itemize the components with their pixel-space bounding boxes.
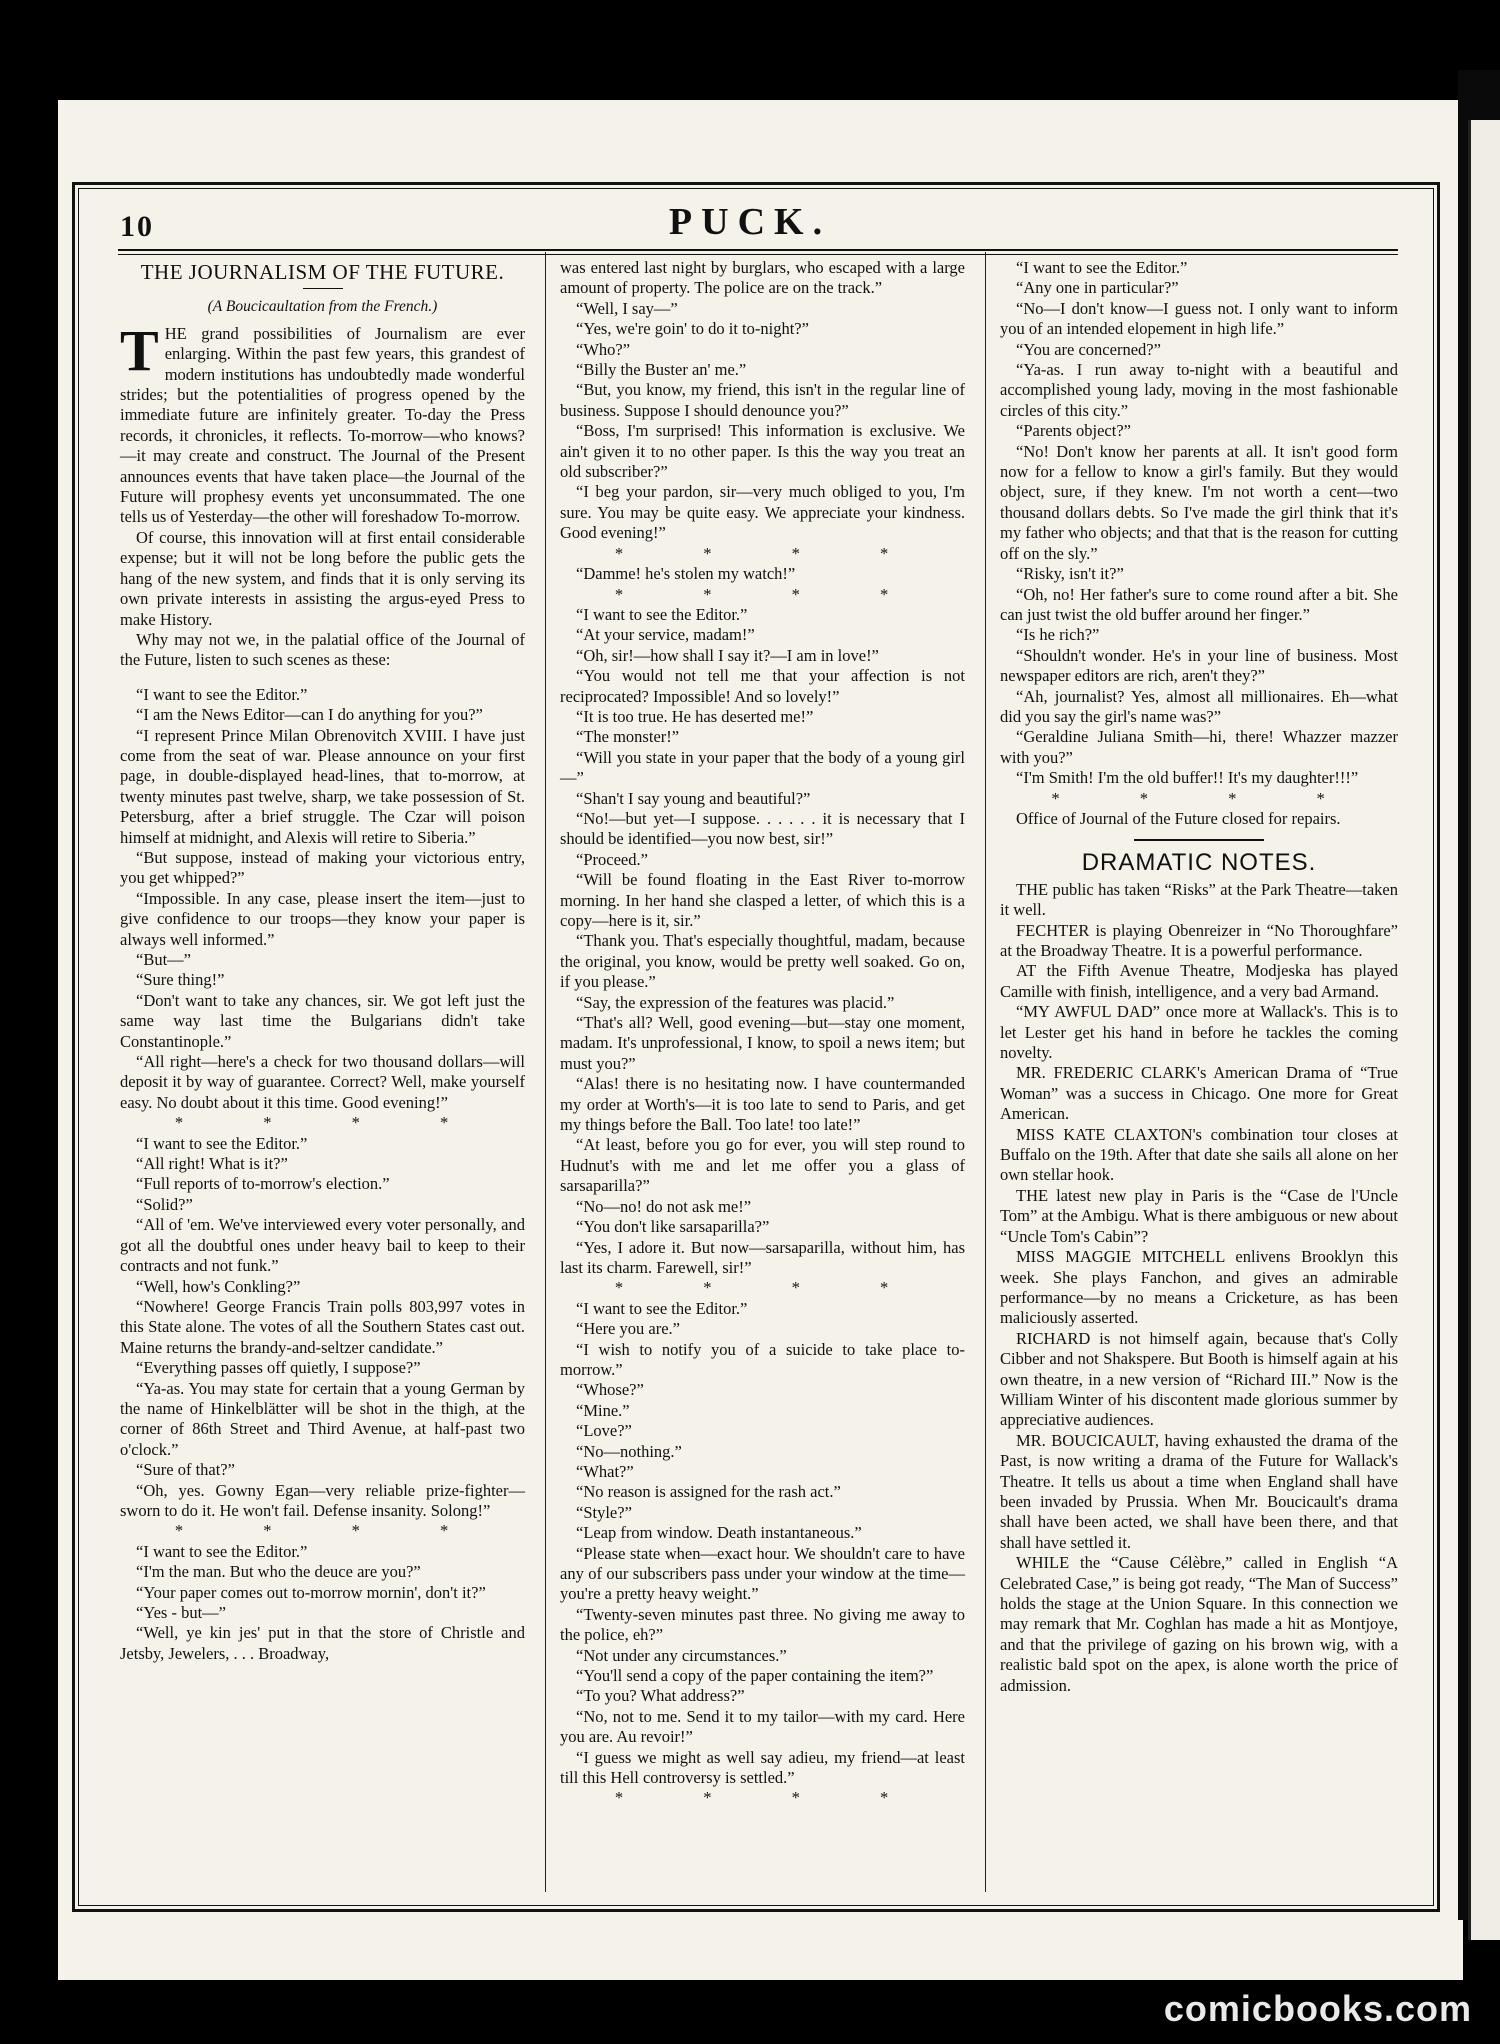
paragraph: “Everything passes off quietly, I suppose?” <box>136 1358 421 1378</box>
note-item: RICHARD is not himself again, because that's Colly Cibber and not Shakspere. But Booth is himself again at his own theatre, in a new version of “Richard III.” Now is the William Winter of his discontent made glorious summer by appreciative audiences. <box>1000 1328 1398 1430</box>
paragraph: “Will be found floating in the East River to-morrow morning. In her hand she clasped a letter, of which this is a copy—here is it, sir.” <box>560 870 965 930</box>
paragraph: “Don't want to take any chances, sir. We got left just the same way last time the Bulgarians didn't take Constantinople.” <box>120 990 525 1051</box>
paragraph: “No—nothing.” <box>576 1441 682 1461</box>
paragraph: “I represent Prince Milan Obrenovitch XVIII. I have just come from the seat of war. Please announce on your first page, in double-displayed head-lines, that to-morrow, at twenty minutes past twelve, sharp, we take possession of St. Petersburg, after a brief struggle. The Czar will poison himself at midnight, and Alexis will retire to Siberia.” <box>120 725 525 847</box>
paragraph: “I am the News Editor—can I do anything for you?” <box>136 705 483 725</box>
paragraph: “You would not tell me that your affection is not reciprocated? Impossible! And so lovely!” <box>560 666 965 706</box>
paragraph: “I want to see the Editor.” <box>576 1298 748 1318</box>
paragraph: THE grand possibilities of Journalism are ever enlarging. Within the past few years, this grandest of modern institutions has undoubtedly made wonderful strides; but the potentialities of progress opened by the immediate future are infinitely greater. To-day the Press records, it chronicles, it reflects. To-morrow—who knows?—it may create and construct. The Journal of the Present announces events that have taken place—the Journal of the Future will prophesy events yet unconsummated. The one tells us of Yesterday—the other will foreshadow To-morrow. <box>120 317 525 527</box>
paragraph: Of course, this innovation will at first entail considerable expense; but it will not be long before the public gets the hang of the new system, and finds that it is only serving its own private interests in assisting the argus-eyed Press to make History. <box>120 527 525 629</box>
paragraph: “Mine.” <box>576 1400 630 1420</box>
paragraph: “But suppose, instead of making your victorious entry, you get whipped?” <box>120 847 525 888</box>
section-break: * * * * <box>614 584 927 604</box>
page-number: 10 <box>120 210 154 243</box>
paragraph: “All of 'em. We've interviewed every voter personally, and got all the doubtful ones under heavy bail to keep to their contracts and not funk.” <box>120 1215 525 1276</box>
paragraph: “I'm the man. But who the deuce are you?” <box>136 1562 421 1582</box>
paragraph: “No—no! do not ask me!” <box>576 1196 752 1216</box>
paragraph: “Well, how's Conkling?” <box>136 1276 301 1296</box>
paragraph: “I want to see the Editor.” <box>136 684 308 704</box>
paragraph: “Boss, I'm surprised! This information is exclusive. We ain't given it to no other paper. Is this the way you treat an old subscriber?” <box>560 421 965 482</box>
paragraph: “I want to see the Editor.” <box>1016 258 1188 277</box>
column-rule <box>545 252 546 1892</box>
paragraph: was entered last night by burglars, who escaped with a large amount of property. The police are on the track.” <box>560 258 965 298</box>
note-item: MISS KATE CLAXTON's combination tour closes at Buffalo on the 19th. After that date she sails all alone on her own stellar hook. <box>1000 1124 1398 1185</box>
paragraph: “What?” <box>576 1461 634 1481</box>
section-break: * * * * <box>614 1788 927 1808</box>
paragraph: “Oh, sir!—how shall I say it?—I am in love!” <box>576 645 879 665</box>
paragraph: “All right! What is it?” <box>136 1154 288 1174</box>
note-item: THE public has taken “Risks” at the Park Theatre—taken it well. <box>1000 879 1398 920</box>
paragraph: “Nowhere! George Francis Train polls 803,997 votes in this State alone. The votes of all the Southern States cast out. Maine returns the brandy-and-seltzer candidate.” <box>120 1296 525 1357</box>
paragraph: “No!—but yet—I suppose. . . . . . it is necessary that I should be identified—you now best, sir!” <box>560 808 965 849</box>
paragraph: “No, not to me. Send it to my tailor—with my card. Here you are. Au revoir!” <box>560 1706 965 1747</box>
section-break: * * * * <box>1051 788 1363 808</box>
paragraph: “Proceed.” <box>576 849 648 869</box>
paragraph: “Impossible. In any case, please insert the item—just to give confidence to our troops—they know your paper is always well informed.” <box>120 888 525 949</box>
paragraph: “Risky, isn't it?” <box>1016 564 1124 584</box>
paragraph: “It is too true. He has deserted me!” <box>576 706 814 726</box>
paragraph: “I beg your pardon, sir—very much obliged to you, I'm sure. You may be quite easy. We appreciate your kindness. Good evening!” <box>560 482 965 543</box>
paragraph: “Damme! he's stolen my watch!” <box>576 564 796 584</box>
paragraph: “Full reports of to-morrow's election.” <box>136 1174 390 1194</box>
paragraph: “All right—here's a check for two thousand dollars—will deposit it by way of guarantee. Correct? Well, make yourself easy. No doubt about it this time. Good evening!” <box>120 1052 525 1112</box>
paragraph: “I wish to notify you of a suicide to take place to-morrow.” <box>560 1339 965 1379</box>
paragraph: “You don't like sarsaparilla?” <box>576 1217 770 1237</box>
paragraph: “Any one in particular?” <box>1016 278 1179 298</box>
paragraph: “Oh, no! Her father's sure to come round after a bit. She can just twist the old buffer around her finger.” <box>1000 584 1398 624</box>
paragraph: “Solid?” <box>136 1194 193 1214</box>
paragraph: “Billy the Buster an' me.” <box>576 360 747 380</box>
paragraph: “Sure of that?” <box>136 1460 235 1480</box>
paragraph: “I'm Smith! I'm the old buffer!! It's my daughter!!!” <box>1016 768 1359 788</box>
paragraph: “Well, I say—” <box>576 298 678 318</box>
paragraph: “Yes, we're goin' to do it to-night?” <box>576 319 809 339</box>
paragraph: “I guess we might as well say adieu, my friend—at least till this Hell controversy is settled.” <box>560 1747 965 1788</box>
note-item: AT the Fifth Avenue Theatre, Modjeska has played Camille with finish, intelligence, and a very bad Armand. <box>1000 961 1398 1001</box>
section-break: * * * * <box>614 543 927 563</box>
paragraph: “Ya-as. I run away to-night with a beautiful and accomplished young lady, moving in the most fashionable circles of this city.” <box>1000 360 1398 420</box>
masthead-rule <box>118 249 1398 255</box>
paragraph: “You'll send a copy of the paper containing the item?” <box>576 1666 934 1686</box>
column-2 <box>560 258 965 1809</box>
paragraph: “Ah, journalist? Yes, almost all millionaires. Eh—what did you say the girl's name was?” <box>1000 686 1398 726</box>
paragraph: “Shouldn't wonder. He's in your line of business. Most newspaper editors are rich, aren't they?” <box>1000 645 1398 686</box>
paragraph: “Sure thing!” <box>136 970 225 990</box>
paragraph: “At your service, madam!” <box>576 625 755 645</box>
paragraph: “Ya-as. You may state for certain that a young German by the name of Hinkelblätter will be shot in the thigh, at the corner of 86th Street and Third Avenue, at half-past two o'clock.” <box>120 1378 525 1459</box>
paragraph: “To you? What address?” <box>576 1686 745 1706</box>
column-1 <box>120 258 525 1664</box>
paragraph: “Whose?” <box>576 1380 644 1400</box>
paragraph: “At least, before you go for ever, you will step round to Hudnut's with me and let me offer you a glass of sarsaparilla?” <box>560 1135 965 1196</box>
paragraph: “The monster!” <box>576 727 680 747</box>
paragraph: “That's all? Well, good evening—but—stay one moment, madam. It's unprofessional, I know, to spoil a news item; but must you?” <box>560 1013 965 1073</box>
drop-cap: T <box>120 317 159 383</box>
paragraph: “But—” <box>136 950 191 969</box>
paragraph: “Shan't I say young and beautiful?” <box>576 788 811 808</box>
paragraph: Office of Journal of the Future closed for repairs. <box>1016 808 1341 828</box>
section-break: * * * * <box>174 1521 487 1541</box>
paragraph: “Here you are.” <box>576 1319 680 1339</box>
note-item: MISS MAGGIE MITCHELL enlivens Brooklyn this week. She plays Fanchon, and gives an admirable performance—by no means a Cricketure, as has been maliciously asserted. <box>1000 1247 1398 1328</box>
paragraph: “Is he rich?” <box>1016 625 1100 645</box>
note-item: WHILE the “Cause Célèbre,” called in English “A Celebrated Case,” is being got ready, “The Man of Success” holds the stage at the Union Square. In this connection we may remark that Mr. Coghlan has made a hit as Montjoye, and that the privilege of gazing on his brown wig, with a realistic bald spot on the apex, is alone worth the price of admission. <box>1000 1553 1398 1695</box>
paragraph: “You are concerned?” <box>1016 339 1161 359</box>
article-subtitle: (A Boucicaultation from the French.) <box>207 298 438 316</box>
masthead: PUCK. <box>668 201 832 243</box>
paragraph: “Leap from window. Death instantaneous.” <box>576 1523 862 1543</box>
paragraph: Why may not we, in the palatial office of the Journal of the Future, listen to such scenes as these: <box>120 629 525 670</box>
paragraph: “Thank you. That's especially thoughtful, madam, because the original, you know, would be pretty well soaked. Go on, if you please.” <box>560 931 965 992</box>
paragraph: “Please state when—exact hour. We shouldn't care to have any of our subscribers pass under your window at the time—you're a pretty heavy weight.” <box>560 1543 965 1604</box>
paragraph: “I want to see the Editor.” <box>576 604 748 624</box>
title-rule <box>303 288 343 289</box>
paragraph: “I want to see the Editor.” <box>136 1133 308 1153</box>
paragraph: “No reason is assigned for the rash act.” <box>576 1482 841 1502</box>
paragraph: “Not under any circumstances.” <box>576 1645 787 1665</box>
paragraph: “Alas! there is no hesitating now. I have countermanded my order at Worth's—it is too late to send to Paris, and get my things before the Ball. Too late! too late!” <box>560 1074 965 1135</box>
paragraph: “Your paper comes out to-morrow mornin', don't it?” <box>136 1582 486 1602</box>
column-rule <box>985 252 986 1892</box>
paragraph: “Geraldine Juliana Smith—hi, there! Whazzer mazzer with you?” <box>1000 727 1398 767</box>
paragraph: “Twenty-seven minutes past three. No giving me away to the police, eh?” <box>560 1604 965 1645</box>
paragraph: “Style?” <box>576 1502 632 1522</box>
paragraph: “Yes, I adore it. But now—sarsaparilla, without him, has last its charm. Farewell, sir!” <box>560 1237 965 1277</box>
paragraph: “Oh, yes. Gowny Egan—very reliable prize-fighter—sworn to do it. He won't fail. Defense insanity. Solong!” <box>120 1480 525 1520</box>
note-item: MR. FREDERIC CLARK's American Drama of “True Woman” was a success in Chicago. One more for Great American. <box>1000 1063 1398 1124</box>
section-break: * * * * <box>614 1278 927 1298</box>
note-item: FECHTER is playing Obenreizer in “No Thoroughfare” at the Broadway Theatre. It is a powerful performance. <box>1000 920 1398 960</box>
note-item: THE latest new play in Paris is the “Case de l'Uncle Tom” at the Ambigu. What is there ambiguous or new about “Uncle Tom's Cabin”? <box>1000 1185 1398 1246</box>
paragraph: “Who?” <box>576 339 631 359</box>
dramatic-notes-title: DRAMATIC NOTES. <box>1081 849 1317 877</box>
note-item: MR. BOUCICAULT, having exhausted the drama of the Past, is now writing a drama of the Future for Wallack's Theatre. It tells us about a time when England shall have been invaded by Prussia. When Mr. Boucicault's drama shall have been acted, we shall have been there, and that shall have settled it. <box>1000 1430 1398 1552</box>
adjacent-page-edge <box>1468 120 1500 1940</box>
paragraph: “But, you know, my friend, this isn't in the regular line of business. Suppose I should denounce you?” <box>560 380 965 420</box>
paragraph: “No—I don't know—I guess not. I only want to inform you of an intended elopement in high life.” <box>1000 298 1398 339</box>
section-break: * * * * <box>174 1113 487 1133</box>
paragraph: “Yes - but—” <box>136 1603 226 1622</box>
paragraph: “Love?” <box>576 1421 632 1441</box>
watermark-logo: comicbooks.com <box>1163 1988 1472 2029</box>
paragraph: “I want to see the Editor.” <box>136 1541 308 1561</box>
paragraph: “Will you state in your paper that the body of a young girl—” <box>560 747 965 788</box>
column-3 <box>1000 258 1398 1696</box>
paragraph: “No! Don't know her parents at all. It isn't good form now for a fellow to know a girl's family. But they would object, sure, if they knew. I'm not worth a cent—two thousand dollars debts. So I've made the girl think that it's my father who objects; and that that is the reason for cutting off on the sly.” <box>1000 441 1398 563</box>
paragraph: “Well, ye kin jes' put in that the store of Christle and Jetsby, Jewelers, . . . Broadway, <box>120 1623 525 1663</box>
section-rule <box>1134 839 1264 841</box>
article-title: THE JOURNALISM OF THE FUTURE. <box>140 260 505 284</box>
paragraph: “Parents object?” <box>1016 421 1131 441</box>
paragraph: “Say, the expression of the features was placid.” <box>576 992 895 1012</box>
note-item: “MY AWFUL DAD” once more at Wallack's. This is to let Lester get his hand in before he tackles the coming novelty. <box>1000 1002 1398 1063</box>
